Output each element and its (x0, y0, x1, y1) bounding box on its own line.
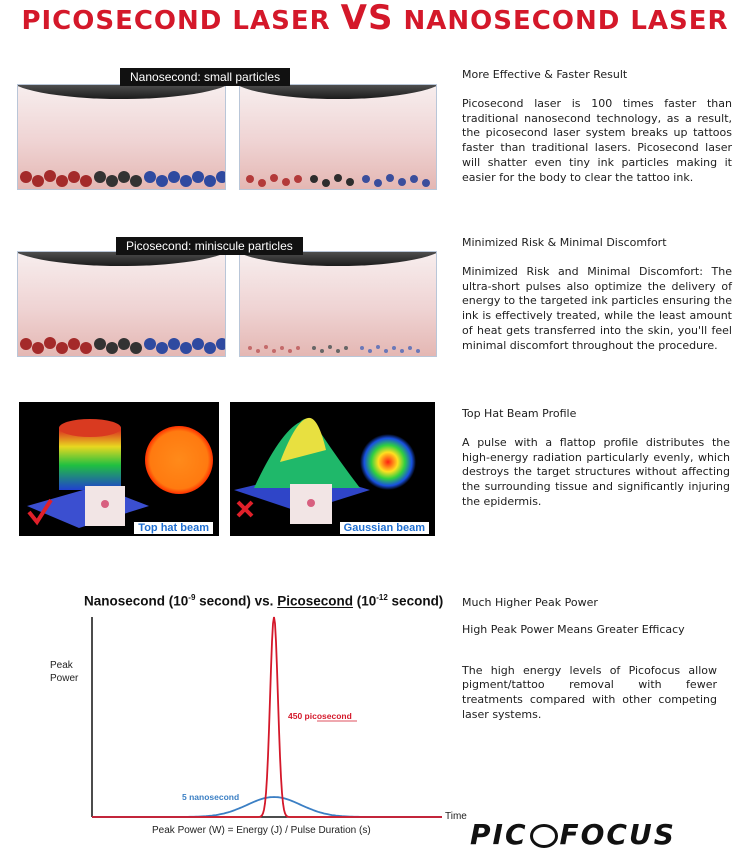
section-heading: More Effective & Faster Result (462, 68, 628, 81)
title-right: NANOSECOND LASER (393, 6, 729, 36)
nanosecond-before-skin (17, 84, 226, 190)
section-heading: Much Higher Peak Power (462, 596, 598, 609)
page-title (0, 0, 750, 38)
section-body: The high energy levels of Picofocus allow pigment/tattoo removal with fewer treatments compared with other competing laser systems. (462, 663, 717, 721)
section-more-effective (462, 68, 732, 186)
section-subheading: High Peak Power Means Greater Efficacy (462, 622, 685, 636)
title-vs: VS (340, 0, 394, 38)
section-body: Picosecond laser is 100 times faster than traditional nanosecond technology, as a result, the picosecond laser system breaks up tattoos faster than traditional lasers. Picosecond laser will shatter even tiny ink particles making it easier for the body to clear the tattoo ink. (462, 96, 732, 184)
chart-ylabel: Peak Power (50, 660, 79, 684)
top-hat-beam-label: Top hat beam (134, 522, 213, 534)
section-heading: Top Hat Beam Profile (462, 407, 577, 420)
section-body: Minimized Risk and Minimal Discomfort: The ultra-short pulses also optimize the delivery of energy to the targeted ink particles ensuring the ink is effectively treated, while the least amount of heat gets transferred into the skin, you'll feel minimal discomfort throughout the procedure. (462, 264, 732, 352)
gaussian-beam-image (230, 402, 435, 536)
nanosecond-caption: Nanosecond: small particles (120, 68, 290, 86)
top-hat-beam-image (19, 402, 219, 536)
picosecond-caption: Picosecond: miniscule particles (116, 237, 303, 255)
title-left: PICOSECOND LASER (21, 6, 341, 36)
gaussian-beam-label: Gaussian beam (340, 522, 429, 534)
section-top-hat (462, 407, 730, 510)
chart-plot (30, 585, 460, 825)
peak-power-chart (30, 585, 467, 845)
section-peak-power (462, 596, 717, 723)
picosecond-illustration (17, 237, 437, 357)
picosecond-before-skin (17, 251, 226, 357)
picofocus-logo: PIC FOCUS (470, 818, 676, 851)
series-label-450-picosecond: 450 picosecond (288, 711, 352, 721)
chart-title: Nanosecond ($10^{-9}$ second) vs. Picosecond ($10^{-12}$ second) (84, 593, 444, 609)
picosecond-after-skin (239, 251, 437, 357)
chart-xlabel: Time (445, 811, 467, 822)
series-450-picosecond (92, 617, 442, 817)
nanosecond-after-skin (239, 84, 437, 190)
section-body: A pulse with a flattop profile distributes the high-energy radiation particularly evenly, which destroys the target structures without affecting the surrounding tissue and significantly injuring the epidermis. (462, 435, 730, 508)
chart-formula: Peak Power (W) = Energy (J) / Pulse Duration (s) (152, 825, 371, 836)
section-minimized-risk (462, 236, 732, 354)
section-heading: Minimized Risk & Minimal Discomfort (462, 236, 667, 249)
nanosecond-illustration (17, 68, 437, 190)
series-label-5-nanosecond: 5 nanosecond (182, 792, 240, 802)
series-5-nanosecond (92, 797, 442, 817)
